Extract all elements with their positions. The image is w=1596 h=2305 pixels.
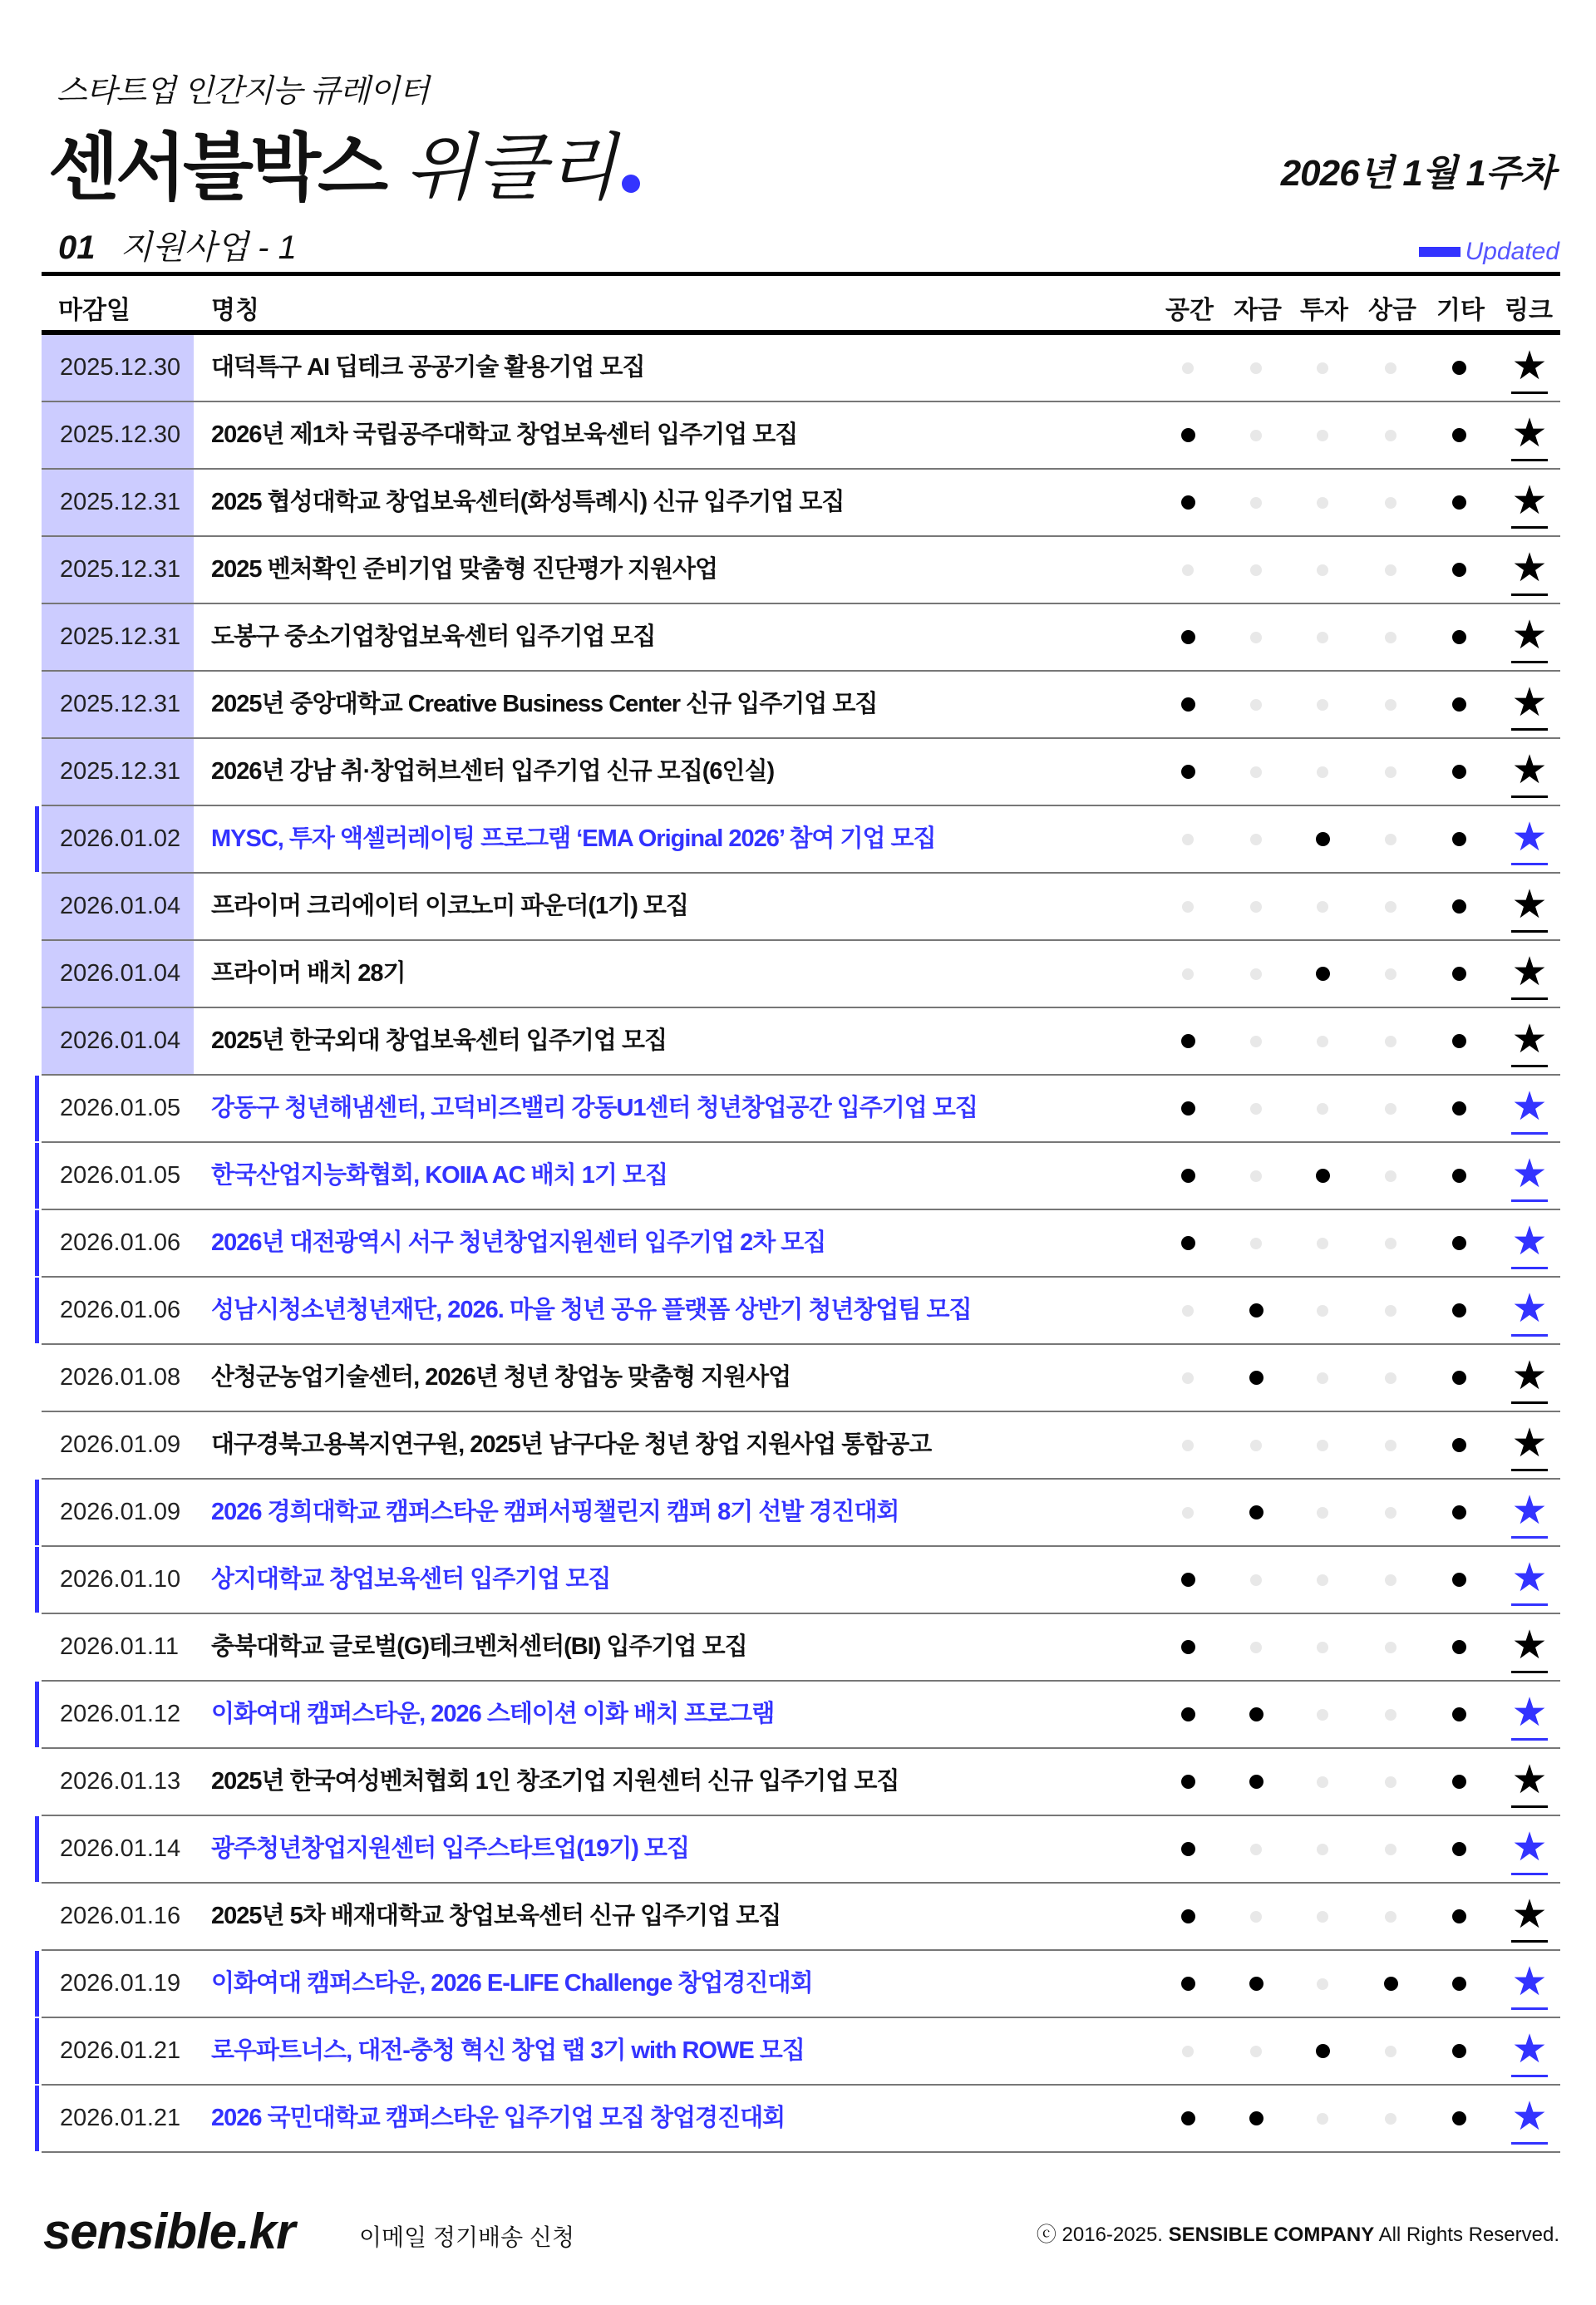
table-row [42,1345,1560,1412]
fund-dot-icon [1250,1036,1262,1047]
table-header [42,276,1560,331]
newsletter-title [48,110,640,214]
link-star-icon[interactable]: ★ [1511,746,1548,798]
updated-marker [35,1682,39,1747]
deadline: 2025.12.30 [42,335,194,401]
fund-dot-icon [1250,1574,1262,1586]
invest-dot-icon [1317,564,1328,576]
program-name[interactable]: 2025년 한국여성벤처협회 1인 창조기업 지원센터 신규 입주기업 모집 [211,1768,899,1795]
invest-dot-icon [1317,632,1328,643]
fund-dot-icon [1249,1707,1264,1721]
logo[interactable]: sensible.kr [43,2204,295,2259]
program-name[interactable]: 2025년 중앙대학교 Creative Business Center 신규 입주기업 모집 [211,691,878,717]
etc-dot-icon [1452,1169,1466,1183]
fund-dot-icon [1250,834,1262,845]
table-row [42,1210,1560,1278]
link-star-icon[interactable]: ★ [1511,678,1548,731]
col-fund: 자금 [1234,297,1282,324]
program-name[interactable]: 충북대학교 글로벌(G)테크벤처센터(BI) 입주기업 모집 [211,1633,747,1660]
table-row [42,604,1560,672]
prize-dot-icon [1385,1036,1396,1047]
prize-dot-icon [1385,1103,1396,1115]
fund-dot-icon [1250,1170,1262,1182]
updated-marker [35,1951,39,2017]
etc-dot-icon [1452,1775,1466,1789]
link-star-icon[interactable]: ★ [1511,1486,1548,1539]
link-star-icon[interactable]: ★ [1511,948,1548,1000]
updated-marker [35,1210,39,1276]
prize-dot-icon [1385,1238,1396,1249]
link-star-icon[interactable]: ★ [1511,1352,1548,1404]
space-dot-icon [1181,1640,1195,1654]
etc-dot-icon [1452,1977,1466,1991]
program-name[interactable]: 도봉구 중소기업창업보육센터 입주기업 모집 [211,623,656,650]
link-star-icon[interactable]: ★ [1511,1756,1548,1808]
table-row [42,1951,1560,2018]
week-label: 2026년 1월 1주차 [1280,153,1554,194]
etc-dot-icon [1452,1842,1466,1856]
space-dot-icon [1181,765,1195,779]
table-row [42,1480,1560,1547]
table-row [42,941,1560,1008]
deadline: 2026.01.09 [60,1499,181,1525]
etc-dot-icon [1452,495,1466,510]
table-row [42,335,1560,402]
invest-dot-icon [1317,1507,1328,1519]
program-name[interactable]: 2026년 제1차 국립공주대학교 창업보육센터 입주기업 모집 [211,421,798,448]
table-row [42,1076,1560,1143]
program-name[interactable]: 2025년 한국외대 창업보육센터 입주기업 모집 [211,1027,667,1054]
deadline: 2026.01.08 [60,1364,181,1391]
deadline: 2026.01.04 [42,1008,194,1074]
link-star-icon[interactable]: ★ [1511,342,1548,394]
section-name: 지원사업 - 1 [120,229,297,266]
deadline: 2025.12.31 [42,537,194,603]
space-dot-icon [1182,968,1194,980]
space-dot-icon [1181,1909,1195,1923]
fund-dot-icon [1249,2111,1264,2125]
fund-dot-icon [1250,2046,1262,2057]
space-dot-icon [1181,1101,1195,1116]
deadline: 2026.01.02 [42,806,194,872]
table-row [42,1884,1560,1951]
invest-dot-icon [1317,766,1328,778]
prize-dot-icon [1385,632,1396,643]
table-row [42,1614,1560,1682]
link-star-icon[interactable]: ★ [1511,409,1548,461]
link-star-icon[interactable]: ★ [1511,2092,1548,2145]
invest-dot-icon [1317,497,1328,509]
invest-dot-icon [1317,1574,1328,1586]
invest-dot-icon [1317,1103,1328,1115]
space-dot-icon [1182,1305,1194,1317]
link-star-icon[interactable]: ★ [1511,2025,1548,2077]
etc-dot-icon [1452,428,1466,442]
invest-dot-icon [1317,430,1328,441]
link-star-icon[interactable]: ★ [1511,1419,1548,1471]
invest-dot-icon [1317,2113,1328,2125]
program-name[interactable]: 로우파트너스, 대전-충청 혁신 창업 랩 3기 with ROWE 모집 [211,2037,805,2064]
table-row [42,1278,1560,1345]
link-star-icon[interactable]: ★ [1511,1823,1548,1875]
prize-dot-icon [1385,497,1396,509]
program-name[interactable]: 대덕특구 AI 딥테크 공공기술 활용기업 모집 [211,354,645,381]
program-name[interactable]: 2025년 5차 배재대학교 창업보육센터 신규 입주기업 모집 [211,1903,781,1929]
space-dot-icon [1181,1775,1195,1789]
etc-dot-icon [1452,1505,1466,1519]
space-dot-icon [1181,1236,1195,1250]
table-row [42,2018,1560,2086]
table-row [42,672,1560,739]
link-star-icon[interactable]: ★ [1511,1082,1548,1135]
invest-dot-icon [1317,362,1328,374]
prize-dot-icon [1385,1776,1396,1788]
etc-dot-icon [1452,899,1466,914]
col-invest: 투자 [1300,297,1348,324]
link-star-icon[interactable]: ★ [1511,1150,1548,1202]
prize-dot-icon [1385,564,1396,576]
table-row [42,402,1560,470]
prize-dot-icon [1385,2113,1396,2125]
link-star-icon[interactable]: ★ [1511,1688,1548,1741]
fund-dot-icon [1250,430,1262,441]
title-bold: 센서블박스 [48,126,386,209]
space-dot-icon [1181,1169,1195,1183]
updated-marker [35,2086,39,2151]
etc-dot-icon [1452,832,1466,846]
link-star-icon[interactable]: ★ [1511,1217,1548,1269]
fund-dot-icon [1250,968,1262,980]
program-name[interactable]: 강동구 청년해냄센터, 고덕비즈밸리 강동U1센터 청년창업공간 입주기업 모집 [211,1095,978,1121]
deadline: 2026.01.12 [60,1701,181,1727]
prize-dot-icon [1385,2046,1396,2057]
etc-dot-icon [1452,630,1466,644]
deadline: 2025.12.31 [42,739,194,805]
space-dot-icon [1181,1977,1195,1991]
copyright-prefix: ⓒ 2016-2025. [1036,2224,1163,2246]
etc-dot-icon [1452,1101,1466,1116]
updated-marker [35,2018,39,2084]
updated-label: Updated [1465,238,1559,265]
table-row [42,1816,1560,1884]
invest-dot-icon [1317,1305,1328,1317]
deadline: 2026.01.06 [60,1229,181,1256]
prize-dot-icon [1385,1574,1396,1586]
table-row [42,2086,1560,2153]
deadline: 2026.01.21 [60,2037,181,2064]
invest-dot-icon [1317,901,1328,913]
deadline: 2026.01.19 [60,1970,181,1997]
space-dot-icon [1181,1842,1195,1856]
program-name[interactable]: 성남시청소년청년재단, 2026. 마을 청년 공유 플랫폼 상반기 청년창업팀 모집 [211,1297,972,1323]
prize-dot-icon [1385,362,1396,374]
etc-dot-icon [1452,1573,1466,1587]
col-prize: 상금 [1368,297,1416,324]
invest-dot-icon [1317,1238,1328,1249]
deadline: 2026.01.10 [60,1566,181,1593]
table-row [42,1749,1560,1816]
section-number: 01 [58,229,96,266]
space-dot-icon [1181,495,1195,510]
table-row [42,874,1560,941]
link-star-icon[interactable]: ★ [1511,611,1548,663]
invest-dot-icon [1317,1978,1328,1990]
col-name: 명칭 [211,297,259,324]
program-name[interactable]: 광주청년창업지원센터 입주스타트업(19기) 모집 [211,1835,689,1862]
prize-dot-icon [1385,834,1396,845]
space-dot-icon [1182,564,1194,576]
updated-marker [35,1143,39,1209]
link-star-icon[interactable]: ★ [1511,544,1548,596]
fund-dot-icon [1250,699,1262,711]
program-name[interactable]: 2025 협성대학교 창업보육센터(화성특례시) 신규 입주기업 모집 [211,489,845,515]
prize-dot-icon [1385,901,1396,913]
etc-dot-icon [1452,1707,1466,1721]
etc-dot-icon [1452,1371,1466,1385]
updated-marker [35,1278,39,1343]
program-name[interactable]: 2026년 강남 취·창업허브센터 입주기업 신규 모집(6인실) [211,758,775,785]
prize-dot-icon [1385,1642,1396,1653]
program-table [42,335,1560,2153]
space-dot-icon [1182,901,1194,913]
link-star-icon[interactable]: ★ [1511,1015,1548,1067]
invest-dot-icon [1317,1372,1328,1384]
deadline: 2026.01.04 [42,874,194,939]
deadline: 2026.01.21 [60,2105,181,2131]
table-row [42,470,1560,537]
prize-dot-icon [1385,699,1396,711]
invest-dot-icon [1316,967,1330,981]
invest-dot-icon [1317,1776,1328,1788]
company-name: SENSIBLE COMPANY [1168,2224,1375,2246]
invest-dot-icon [1316,1169,1330,1183]
etc-dot-icon [1452,1640,1466,1654]
table-row [42,806,1560,874]
etc-dot-icon [1452,2044,1466,2058]
deadline: 2025.12.31 [42,604,194,670]
deadline: 2025.12.30 [42,402,194,468]
etc-dot-icon [1452,2111,1466,2125]
space-dot-icon [1182,1372,1194,1384]
etc-dot-icon [1452,1034,1466,1048]
prize-dot-icon [1385,1709,1396,1721]
fund-dot-icon [1250,564,1262,576]
space-dot-icon [1182,1440,1194,1451]
table-row [42,1412,1560,1480]
deadline: 2026.01.09 [60,1431,181,1458]
link-star-icon[interactable]: ★ [1511,880,1548,933]
etc-dot-icon [1452,697,1466,712]
space-dot-icon [1182,2046,1194,2057]
space-dot-icon [1182,1507,1194,1519]
deadline: 2026.01.05 [60,1162,181,1189]
program-name[interactable]: 2026 국민대학교 캠퍼스타운 입주기업 모집 창업경진대회 [211,2105,786,2131]
prize-dot-icon [1385,1170,1396,1182]
fund-dot-icon [1250,1911,1262,1923]
etc-dot-icon [1452,361,1466,375]
space-dot-icon [1181,428,1195,442]
fund-dot-icon [1249,1303,1264,1317]
invest-dot-icon [1317,1844,1328,1855]
prize-dot-icon [1385,968,1396,980]
program-name[interactable]: 이화여대 캠퍼스타운, 2026 스테이션 이화 배치 프로그램 [211,1701,775,1727]
space-dot-icon [1181,697,1195,712]
fund-dot-icon [1250,1844,1262,1855]
deadline: 2026.01.05 [60,1095,181,1121]
fund-dot-icon [1250,901,1262,913]
link-star-icon[interactable]: ★ [1511,476,1548,529]
prize-dot-icon [1385,1507,1396,1519]
invest-dot-icon [1317,1709,1328,1721]
program-name[interactable]: 프라이머 크리에이터 이코노미 파운더(1기) 모집 [211,893,688,919]
fund-dot-icon [1249,1977,1264,1991]
program-name[interactable]: 대구경북고용복지연구원, 2025년 남구다운 청년 창업 지원사업 통합공고 [211,1431,932,1458]
invest-dot-icon [1316,832,1330,846]
space-dot-icon [1181,2111,1195,2125]
deadline: 2026.01.06 [60,1297,181,1323]
etc-dot-icon [1452,1236,1466,1250]
link-star-icon[interactable]: ★ [1511,1621,1548,1673]
fund-dot-icon [1250,1238,1262,1249]
etc-dot-icon [1452,1438,1466,1452]
updated-marker [35,1480,39,1545]
col-etc: 기타 [1436,297,1485,324]
fund-dot-icon [1249,1505,1264,1519]
link-star-icon[interactable]: ★ [1511,1554,1548,1606]
section-title [58,221,297,268]
fund-dot-icon [1250,362,1262,374]
table-row [42,1682,1560,1749]
program-name[interactable]: 2026년 대전광역시 서구 청년창업지원센터 입주기업 2차 모집 [211,1229,826,1256]
invest-dot-icon [1317,1036,1328,1047]
etc-dot-icon [1452,1909,1466,1923]
table-row [42,537,1560,604]
fund-dot-icon [1250,766,1262,778]
fund-dot-icon [1250,632,1262,643]
prize-dot-icon [1384,1977,1398,1991]
deadline: 2025.12.31 [42,470,194,535]
space-dot-icon [1182,362,1194,374]
fund-dot-icon [1250,497,1262,509]
program-name[interactable]: 한국산업지능화협회, KOIIA AC 배치 1기 모집 [211,1162,667,1189]
space-dot-icon [1182,834,1194,845]
deadline: 2026.01.04 [42,941,194,1007]
updated-bar-icon [1419,247,1461,257]
space-dot-icon [1181,1034,1195,1048]
invest-dot-icon [1316,2044,1330,2058]
copyright-suffix: All Rights Reserved. [1378,2224,1559,2246]
program-name[interactable]: 프라이머 배치 28기 [211,960,406,987]
prize-dot-icon [1385,1440,1396,1451]
title-dot-icon [622,175,640,193]
title-light: 위클리 [405,126,618,209]
deadline: 2026.01.14 [60,1835,181,1862]
program-name[interactable]: MYSC, 투자 액셀러레이팅 프로그램 ‘EMA Original 2026’ 참여 기업 모집 [211,825,936,852]
invest-dot-icon [1317,699,1328,711]
program-name[interactable]: 상지대학교 창업보육센터 입주기업 모집 [211,1566,611,1593]
updated-marker [35,1076,39,1141]
link-star-icon[interactable]: ★ [1511,1958,1548,2010]
col-date: 마감일 [58,297,131,324]
prize-dot-icon [1385,1844,1396,1855]
space-dot-icon [1181,630,1195,644]
fund-dot-icon [1249,1775,1264,1789]
table-row [42,1008,1560,1076]
subscribe-link[interactable]: 이메일 정기배송 신청 [359,2224,574,2250]
col-link: 링크 [1505,297,1553,324]
space-dot-icon [1181,1573,1195,1587]
table-row [42,739,1560,806]
invest-dot-icon [1317,1440,1328,1451]
fund-dot-icon [1250,1103,1262,1115]
program-name[interactable]: 이화여대 캠퍼스타운, 2026 E-LIFE Challenge 창업경진대회 [211,1970,813,1997]
etc-dot-icon [1452,563,1466,577]
table-row [42,1547,1560,1614]
prize-dot-icon [1385,766,1396,778]
deadline: 2026.01.11 [60,1633,179,1660]
link-star-icon[interactable]: ★ [1511,813,1548,865]
fund-dot-icon [1250,1642,1262,1653]
prize-dot-icon [1385,1372,1396,1384]
invest-dot-icon [1317,1642,1328,1653]
etc-dot-icon [1452,1303,1466,1317]
prize-dot-icon [1385,430,1396,441]
updated-marker [35,806,39,872]
deadline: 2025.12.31 [42,672,194,737]
deadline: 2026.01.13 [60,1768,181,1795]
program-name[interactable]: 산청군농업기술센터, 2026년 청년 창업농 맞춤형 지원사업 [211,1364,791,1391]
prize-dot-icon [1385,1305,1396,1317]
invest-dot-icon [1317,1911,1328,1923]
col-space: 공간 [1165,297,1214,324]
updated-marker [35,1547,39,1613]
program-name[interactable]: 2025 벤처확인 준비기업 맞춤형 진단평가 지원사업 [211,556,718,583]
copyright [1037,2218,1559,2247]
link-star-icon[interactable]: ★ [1511,1284,1548,1337]
fund-dot-icon [1250,1440,1262,1451]
prize-dot-icon [1385,1911,1396,1923]
etc-dot-icon [1452,967,1466,981]
table-row [42,1143,1560,1210]
etc-dot-icon [1452,765,1466,779]
link-star-icon[interactable]: ★ [1511,1890,1548,1943]
updated-legend [1419,238,1559,266]
subtitle: 스타트업 인간지능 큐레이터 [57,74,429,109]
space-dot-icon [1181,1707,1195,1721]
deadline: 2026.01.16 [60,1903,181,1929]
updated-marker [35,1816,39,1882]
fund-dot-icon [1249,1371,1264,1385]
program-name[interactable]: 2026 경희대학교 캠퍼스타운 캠퍼서핑챌린지 캠퍼 8기 선발 경진대회 [211,1499,899,1525]
